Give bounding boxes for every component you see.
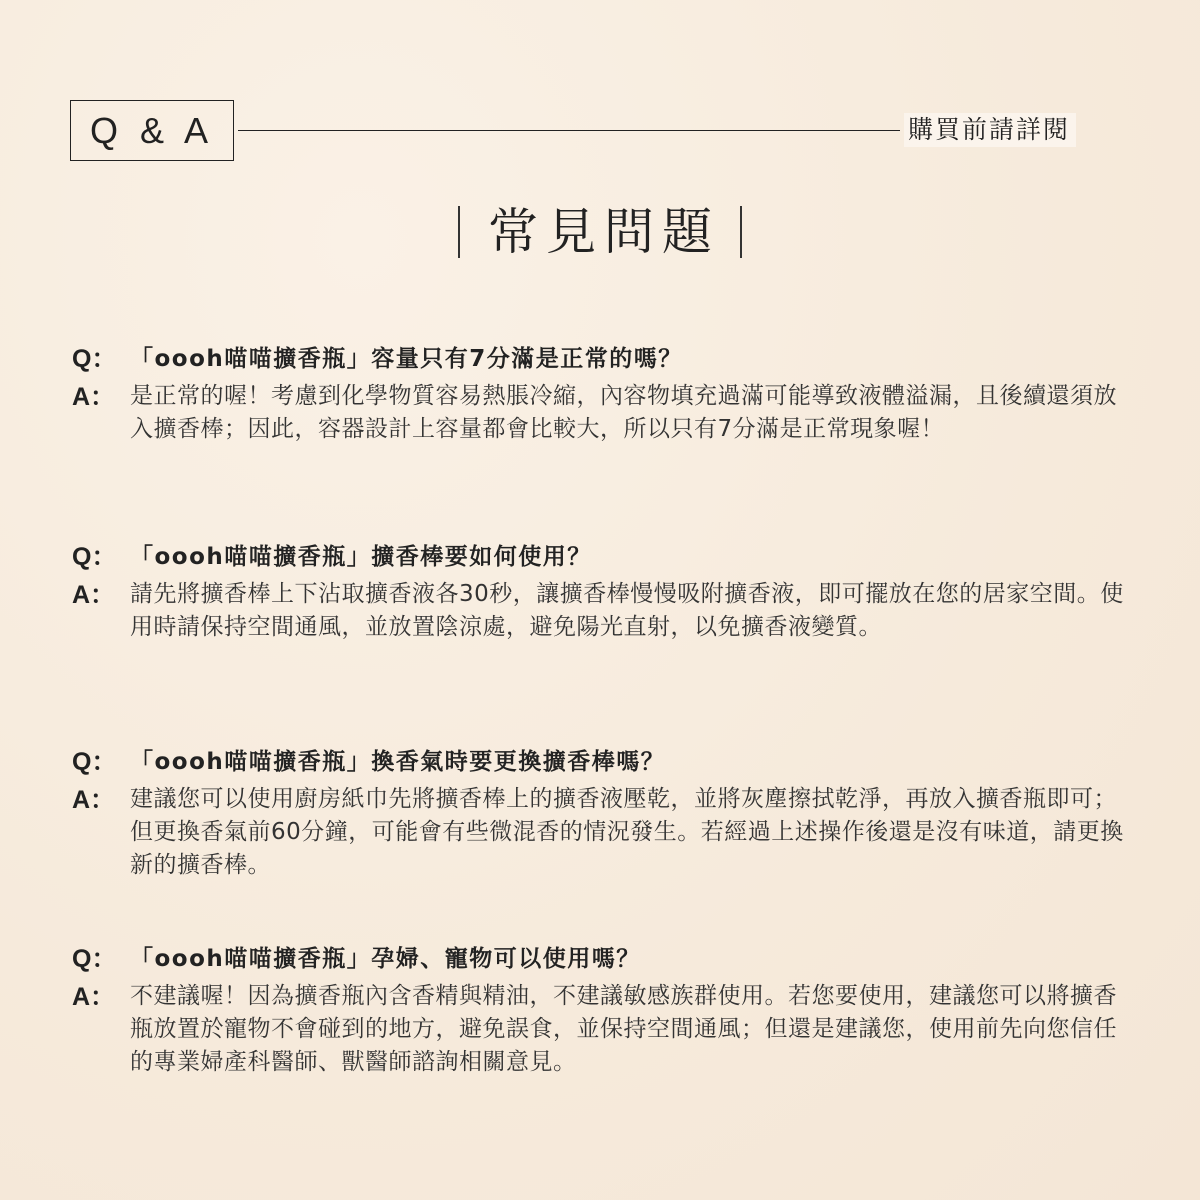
answer-marker: A： — [72, 786, 116, 814]
answer-text: 是正常的喔！考慮到化學物質容易熱脹冷縮，內容物填充過滿可能導致液體溢漏，且後續還須放入擴香棒；因此，容器設計上容量都會比較大，所以只有7分滿是正常現象喔！ — [130, 383, 1117, 442]
question-marker: Q： — [72, 345, 117, 373]
answer-text: 請先將擴香棒上下沾取擴香液各30秒，讓擴香棒慢慢吸附擴香液，即可擺放在您的居家空間。使用時請保持空間通風，並放置陰涼處，避免陽光直射，以免擴香液變質。 — [130, 581, 1124, 640]
question-row — [72, 745, 1142, 779]
answer-marker: A： — [72, 983, 116, 1011]
question-row — [72, 342, 1142, 376]
question-text: 「oooh喵喵擴香瓶」孕婦、寵物可以使用嗎？ — [130, 946, 641, 972]
answer-row — [72, 380, 1142, 446]
question-row — [72, 942, 1142, 976]
faq-item-1 — [72, 342, 1142, 446]
question-marker: Q： — [72, 945, 117, 973]
question-marker: Q： — [72, 543, 117, 571]
page-title-block — [0, 200, 1200, 264]
answer-text: 不建議喔！因為擴香瓶內含香精與精油，不建議敏感族群使用。若您要使用，建議您可以將擴香瓶放置於寵物不會碰到的地方，避免誤食，並保持空間通風；但還是建議您，使用前先向您信任的專業婦產科醫師、獸醫師諮詢相關意見。 — [130, 983, 1117, 1075]
question-text: 「oooh喵喵擴香瓶」擴香棒要如何使用？ — [130, 544, 592, 570]
faq-item-4 — [72, 942, 1142, 1079]
answer-row — [72, 783, 1142, 882]
answer-marker: A： — [72, 581, 116, 609]
header-divider — [238, 130, 900, 131]
faq-item-2 — [72, 540, 1142, 644]
question-marker: Q： — [72, 748, 117, 776]
answer-text: 建議您可以使用廚房紙巾先將擴香棒上的擴香液壓乾，並將灰塵擦拭乾淨，再放入擴香瓶即可；但更換香氣前60分鐘，可能會有些微混香的情況發生。若經過上述操作後還是沒有味道，請更換新的擴香棒。 — [130, 786, 1124, 878]
question-text: 「oooh喵喵擴香瓶」容量只有7分滿是正常的嗎？ — [130, 346, 683, 372]
qa-badge: Q & A — [70, 100, 234, 161]
answer-row — [72, 980, 1142, 1079]
page-title: 常見問題 — [488, 203, 720, 261]
question-row — [72, 540, 1142, 574]
faq-item-3 — [72, 745, 1142, 882]
title-right-bar — [740, 206, 742, 258]
question-text: 「oooh喵喵擴香瓶」換香氣時要更換擴香棒嗎？ — [130, 749, 666, 775]
answer-marker: A： — [72, 383, 116, 411]
answer-row — [72, 578, 1142, 644]
read-before-purchase-note: 購買前請詳閱 — [904, 113, 1076, 147]
